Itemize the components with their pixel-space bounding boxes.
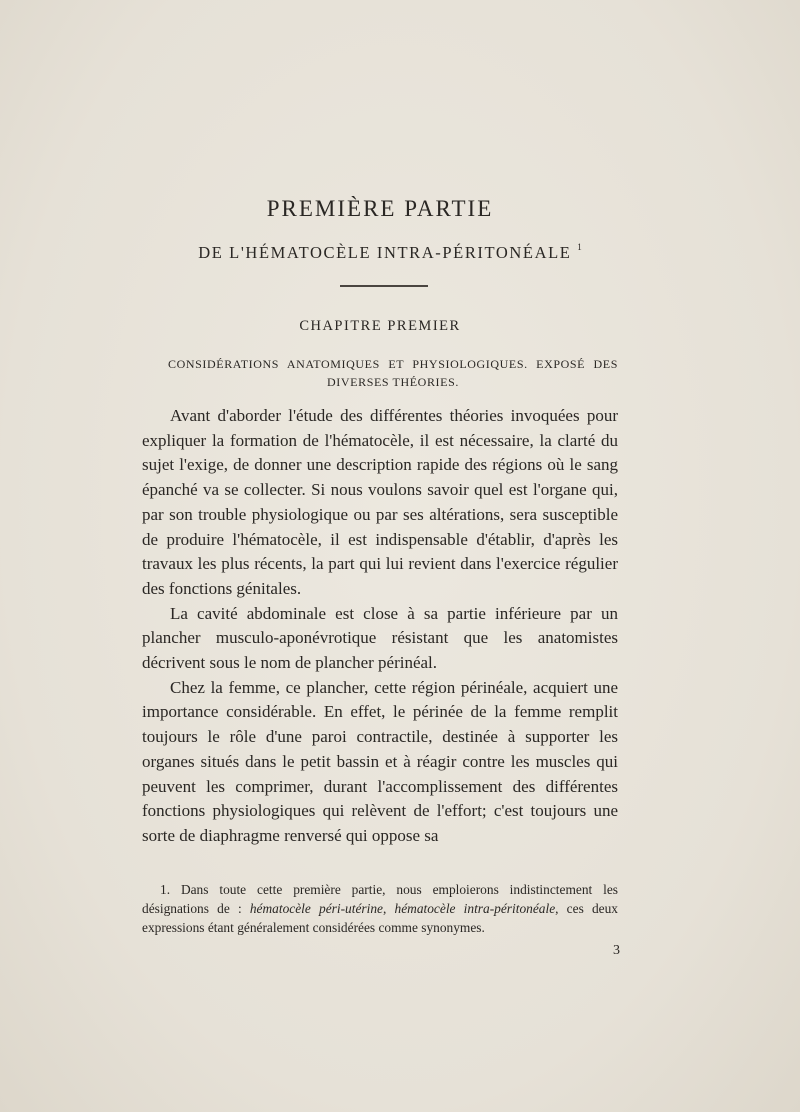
footnote-term: hématocèle intra-péritonéale — [394, 901, 556, 916]
footnote-text: Dans toute cette première partie, nous emploierons indistinctement les désignations de : — [142, 882, 618, 916]
footnote — [142, 880, 618, 937]
footnote-number: 1. — [160, 882, 171, 897]
footnote-reference[interactable]: 1 — [577, 242, 582, 252]
part-subtitle — [0, 242, 780, 263]
paragraph: Avant d'aborder l'étude des différentes théories invoquées pour expliquer la formation de l'hématocèle, il est nécessaire, la clarté du sujet l'exige, de donner une description rapide des régions où le sang épanché va se collecter. Si nous voulons savoir quel est l'organe qui, par son trouble physiologique ou par ses altérations, sera susceptible de produire l'hématocèle, il est indispensable d'établir, d'après les travaux les plus récents, la part qui lui revient dans l'exercice régulier des fonctions génitales. — [142, 406, 618, 598]
footnote-term: hématocèle péri-utérine — [249, 901, 383, 916]
footnote-separator: , — [382, 901, 395, 916]
page-number: 3 — [613, 943, 620, 958]
footnote-text: , ces deux expressions étant généralement considérées comme synonymes. — [142, 901, 618, 935]
body-text — [142, 404, 618, 849]
chapter-subtitle: CONSIDÉRATIONS ANATOMIQUES ET PHYSIOLOGIQUES. EXPOSÉ DES DIVERSES THÉORIES. — [168, 357, 618, 389]
chapter-title: CHAPITRE PREMIER — [299, 318, 461, 334]
paragraph: Chez la femme, ce plancher, cette région périnéale, acquiert une importance considérable. En effet, le périnée de la femme remplit toujours le rôle d'une paroi contractile, destinée à supporter les organes situés dans le petit bassin et à réagir contre les muscles qui peuvent les comprimer, durant l'accomplissement des différentes fonctions physiologiques qui relèvent de l'effort; c'est toujours une sorte de diaphragme renversé qui oppose sa — [142, 677, 618, 845]
part-subtitle-text: DE L'HÉMATOCÈLE INTRA-PÉRITONÉALE — [198, 243, 572, 262]
part-title: PREMIÈRE PARTIE — [266, 196, 494, 221]
paragraph: La cavité abdominale est close à sa partie inférieure par un plancher musculo-aponévrotique résistant que les anatomistes décrivent sous le nom de plancher périnéal. — [142, 603, 618, 673]
section-divider — [340, 285, 428, 287]
